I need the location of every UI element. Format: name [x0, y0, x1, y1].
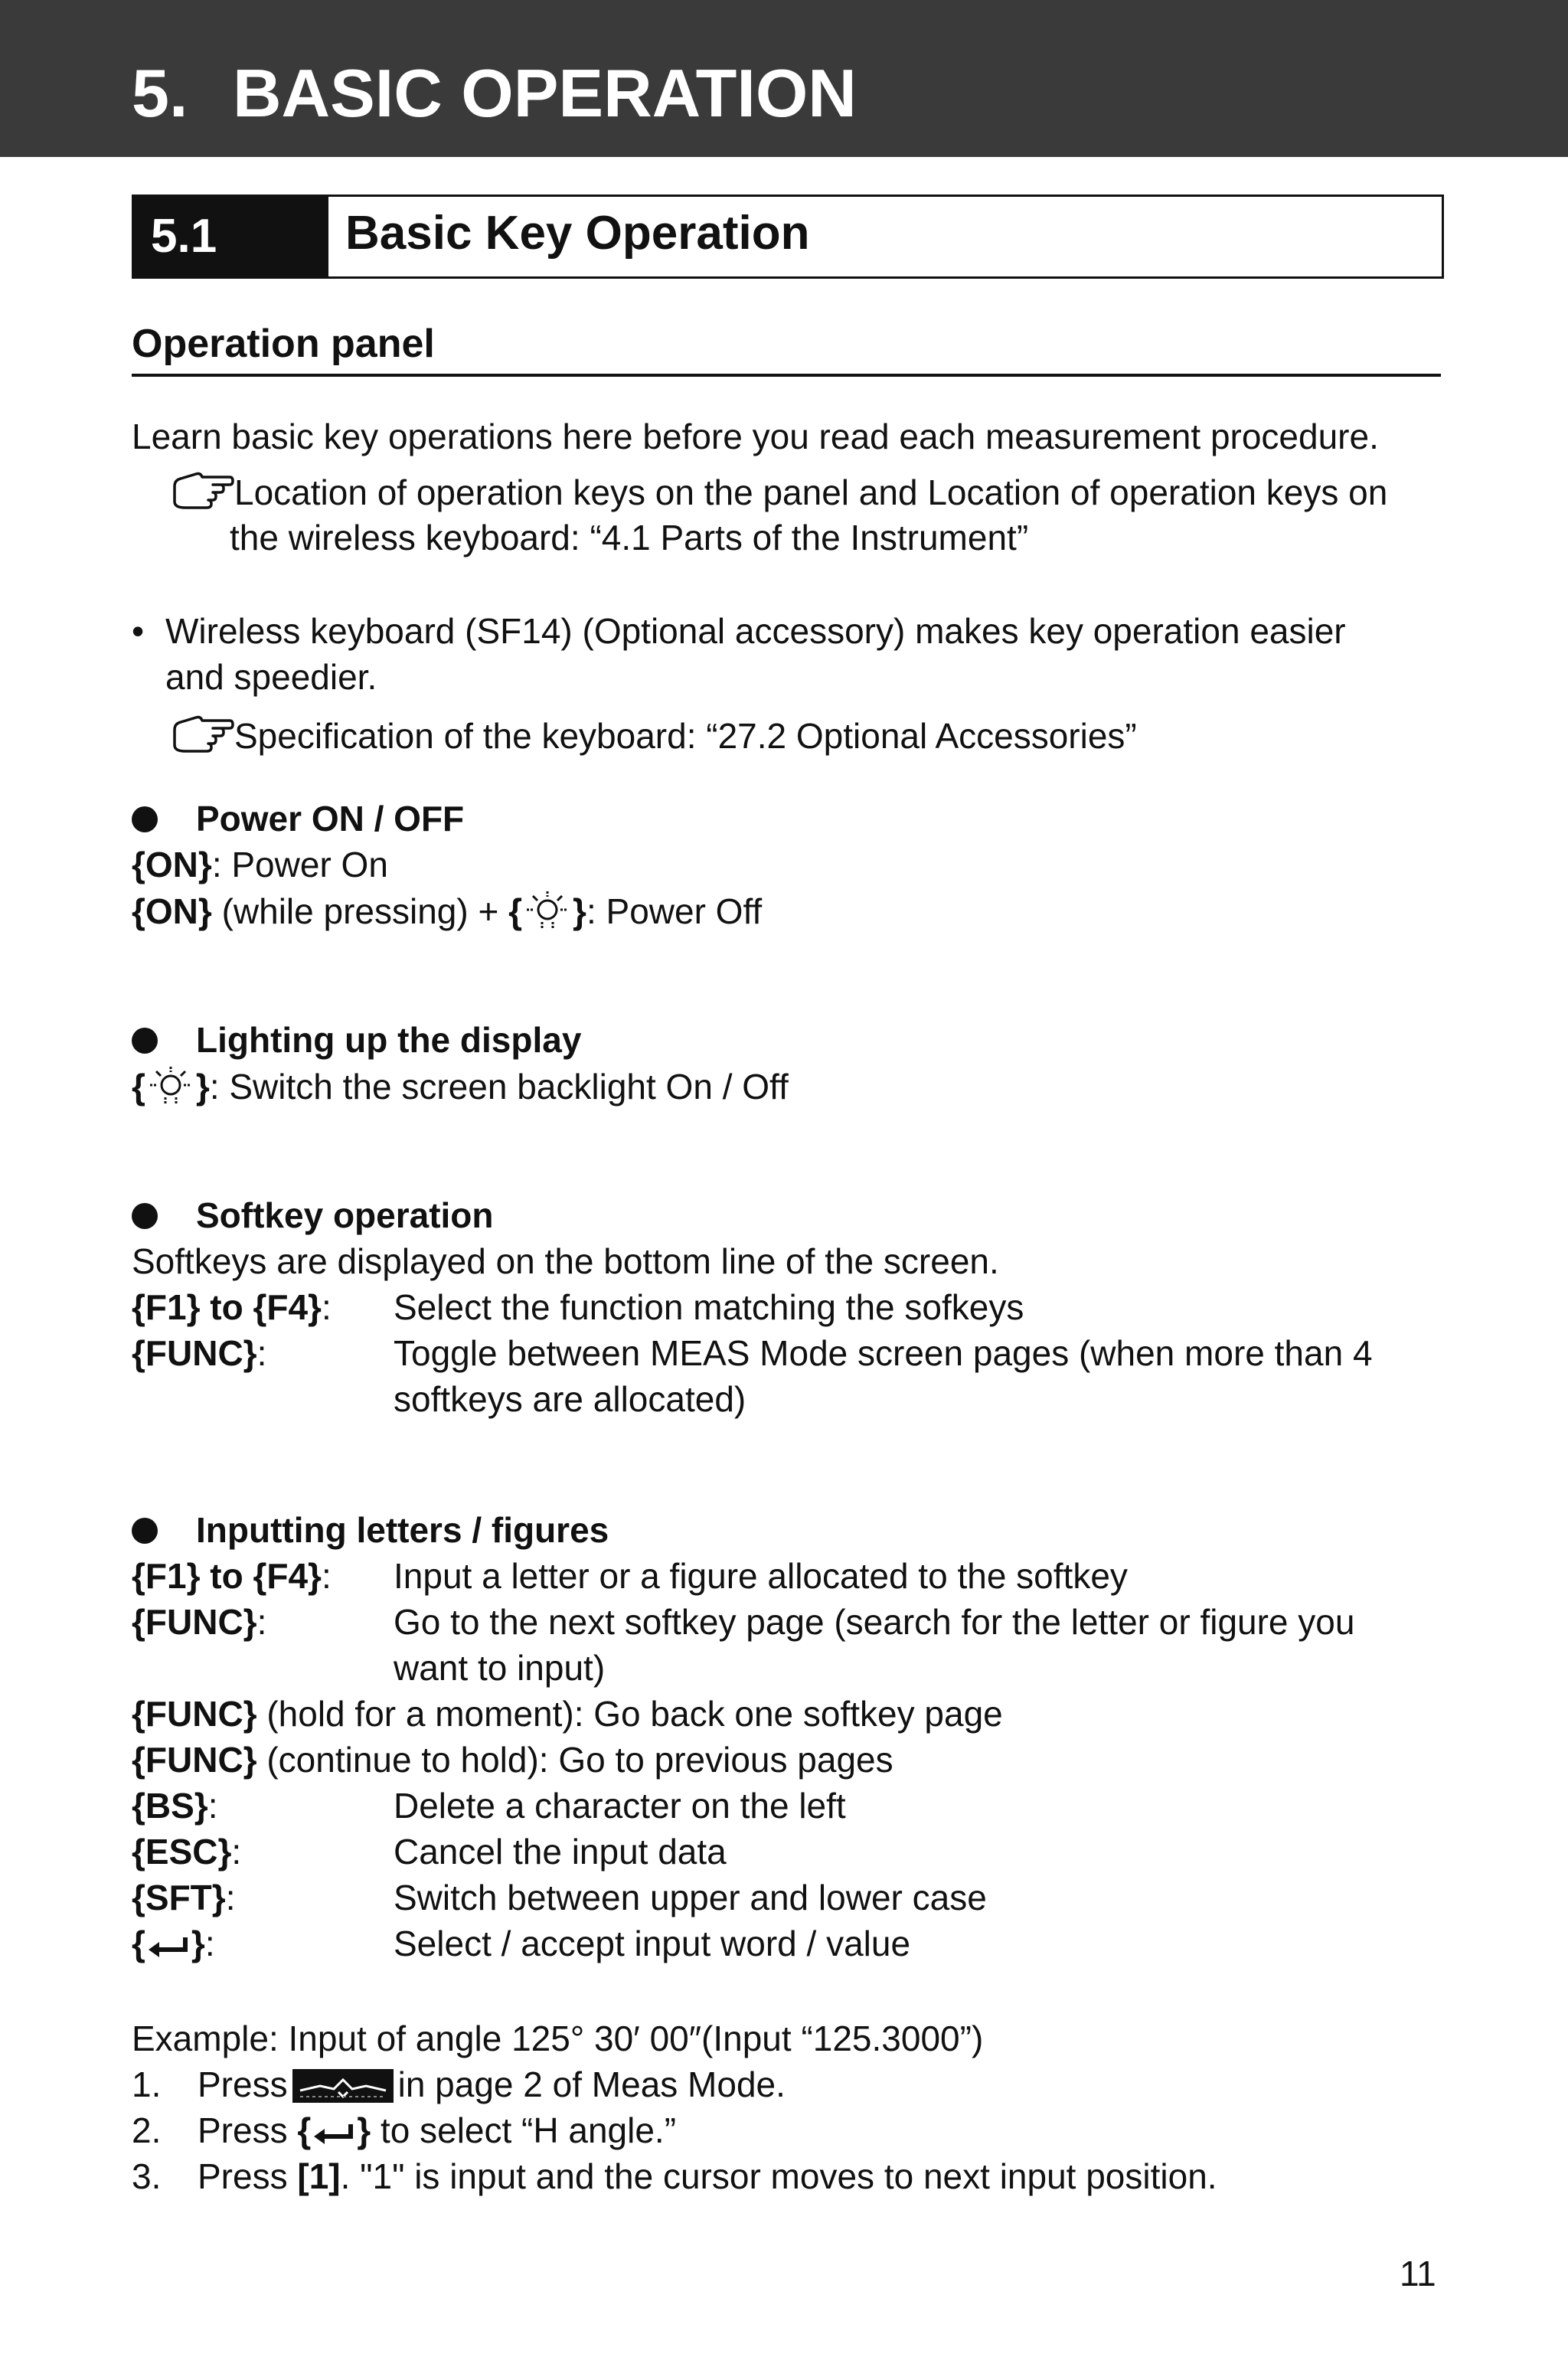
- h-angle-softkey-icon: [292, 2069, 394, 2103]
- chapter-header: [0, 0, 1568, 157]
- bullet-dot: [132, 1203, 158, 1229]
- power-on-line: {ON}: Power On: [132, 845, 388, 884]
- pointing-hand-icon: [170, 711, 234, 754]
- bullet-dot: [132, 1028, 158, 1054]
- chapter-title: [132, 55, 857, 131]
- example-step-2-number: 2.: [132, 2110, 162, 2150]
- input-row-enter-desc: Select / accept input word / value: [394, 1924, 911, 1963]
- example-step-1: Press in page 2 of Meas Mode.: [198, 2064, 786, 2104]
- softkey-row-f1-f4-desc: Select the function matching the sofkeys: [394, 1287, 1024, 1327]
- input-func-hold-2: {FUNC} (continue to hold): Go to previous pages: [132, 1740, 893, 1780]
- reference-line-1: [170, 468, 1387, 514]
- enter-key-icon: [145, 1933, 191, 1959]
- input-row-func-desc-2: want to input): [394, 1648, 606, 1688]
- subhead-operation-panel: Operation panel: [132, 320, 1441, 377]
- intro-line: Learn basic key operations here before you read each measurement procedure.: [132, 417, 1379, 456]
- input-row-func: {FUNC}:: [132, 1602, 267, 1642]
- input-row-enter: { }:: [132, 1924, 215, 1963]
- pointing-hand-icon: [170, 468, 234, 511]
- on-key: {ON}: [132, 845, 212, 884]
- input-row-sft: {SFT}:: [132, 1878, 236, 1917]
- input-row-esc-desc: Cancel the input data: [394, 1832, 727, 1872]
- chapter-title-text: BASIC OPERATION: [233, 55, 857, 131]
- softkey-heading: Softkey operation: [132, 1195, 494, 1237]
- h-angle-softkey-image: [292, 2069, 394, 2103]
- input-row-f1-f4-desc: Input a letter or a figure allocated to the softkey: [394, 1556, 1128, 1596]
- reference-text-2: Specification of the keyboard: “27.2 Optional Accessories”: [234, 716, 1137, 756]
- example-step-3: Press [1]. "1" is input and the cursor moves to next input position.: [198, 2156, 1217, 2196]
- example-line: Example: Input of angle 125° 30′ 00″(Input “125.3000”): [132, 2019, 984, 2058]
- softkey-row-func-desc: Toggle between MEAS Mode screen pages (when more than 4: [394, 1333, 1373, 1373]
- lighting-line: { }: Switch the screen backlight On / Off: [132, 1067, 789, 1107]
- input-row-sft-desc: Switch between upper and lower case: [394, 1878, 987, 1917]
- bullet-dot: [132, 806, 158, 832]
- softkey-intro: Softkeys are displayed on the bottom line of the screen.: [132, 1241, 999, 1281]
- input-row-bs-desc: Delete a character on the left: [394, 1786, 846, 1826]
- lighting-heading: Lighting up the display: [132, 1019, 581, 1061]
- input-row-bs: {BS}:: [132, 1786, 218, 1826]
- enter-key-icon: [311, 2120, 357, 2146]
- input-heading: Inputting letters / figures: [132, 1509, 609, 1551]
- input-func-hold-1: {FUNC} (hold for a moment): Go back one softkey page: [132, 1694, 1003, 1734]
- section-number: 5.1: [134, 197, 328, 276]
- bullet-text-a: Wireless keyboard (SF14) (Optional accessory) makes key operation easier: [165, 611, 1346, 651]
- page-number: 11: [1400, 2254, 1436, 2293]
- bullet-text-b: and speedier.: [165, 657, 377, 697]
- bullet-mark: •: [132, 611, 145, 651]
- backlight-icon: [522, 890, 573, 933]
- input-row-esc: {ESC}:: [132, 1832, 242, 1872]
- power-off-line: {ON} (while pressing) + { }: Power Off: [132, 891, 763, 931]
- example-step-1-number: 1.: [132, 2064, 162, 2104]
- softkey-row-f1-f4: {F1} to {F4}:: [132, 1287, 332, 1327]
- softkey-row-func-desc-2: softkeys are allocated): [394, 1379, 746, 1419]
- softkey-row-func: {FUNC}:: [132, 1333, 267, 1373]
- backlight-icon: [145, 1065, 196, 1108]
- reference-line-2: [170, 711, 1137, 757]
- bullet-dot: [132, 1518, 158, 1544]
- example-step-3-number: 3.: [132, 2156, 162, 2196]
- reference-text-1b: the wireless keyboard: “4.1 Parts of the Instrument”: [230, 518, 1029, 557]
- reference-text-1a: Location of operation keys on the panel and Location of operation keys on: [234, 472, 1388, 512]
- power-heading: Power ON / OFF: [132, 798, 464, 840]
- input-row-func-desc: Go to the next softkey page (search for the letter or figure you: [394, 1602, 1355, 1642]
- chapter-number: 5.: [132, 55, 188, 131]
- input-row-f1-f4: {F1} to {F4}:: [132, 1556, 332, 1596]
- section-heading-box: [132, 195, 1444, 279]
- example-step-2: Press { } to select “H angle.”: [198, 2110, 677, 2150]
- on-key: {ON}: [132, 891, 212, 931]
- section-title: Basic Key Operation: [345, 207, 810, 260]
